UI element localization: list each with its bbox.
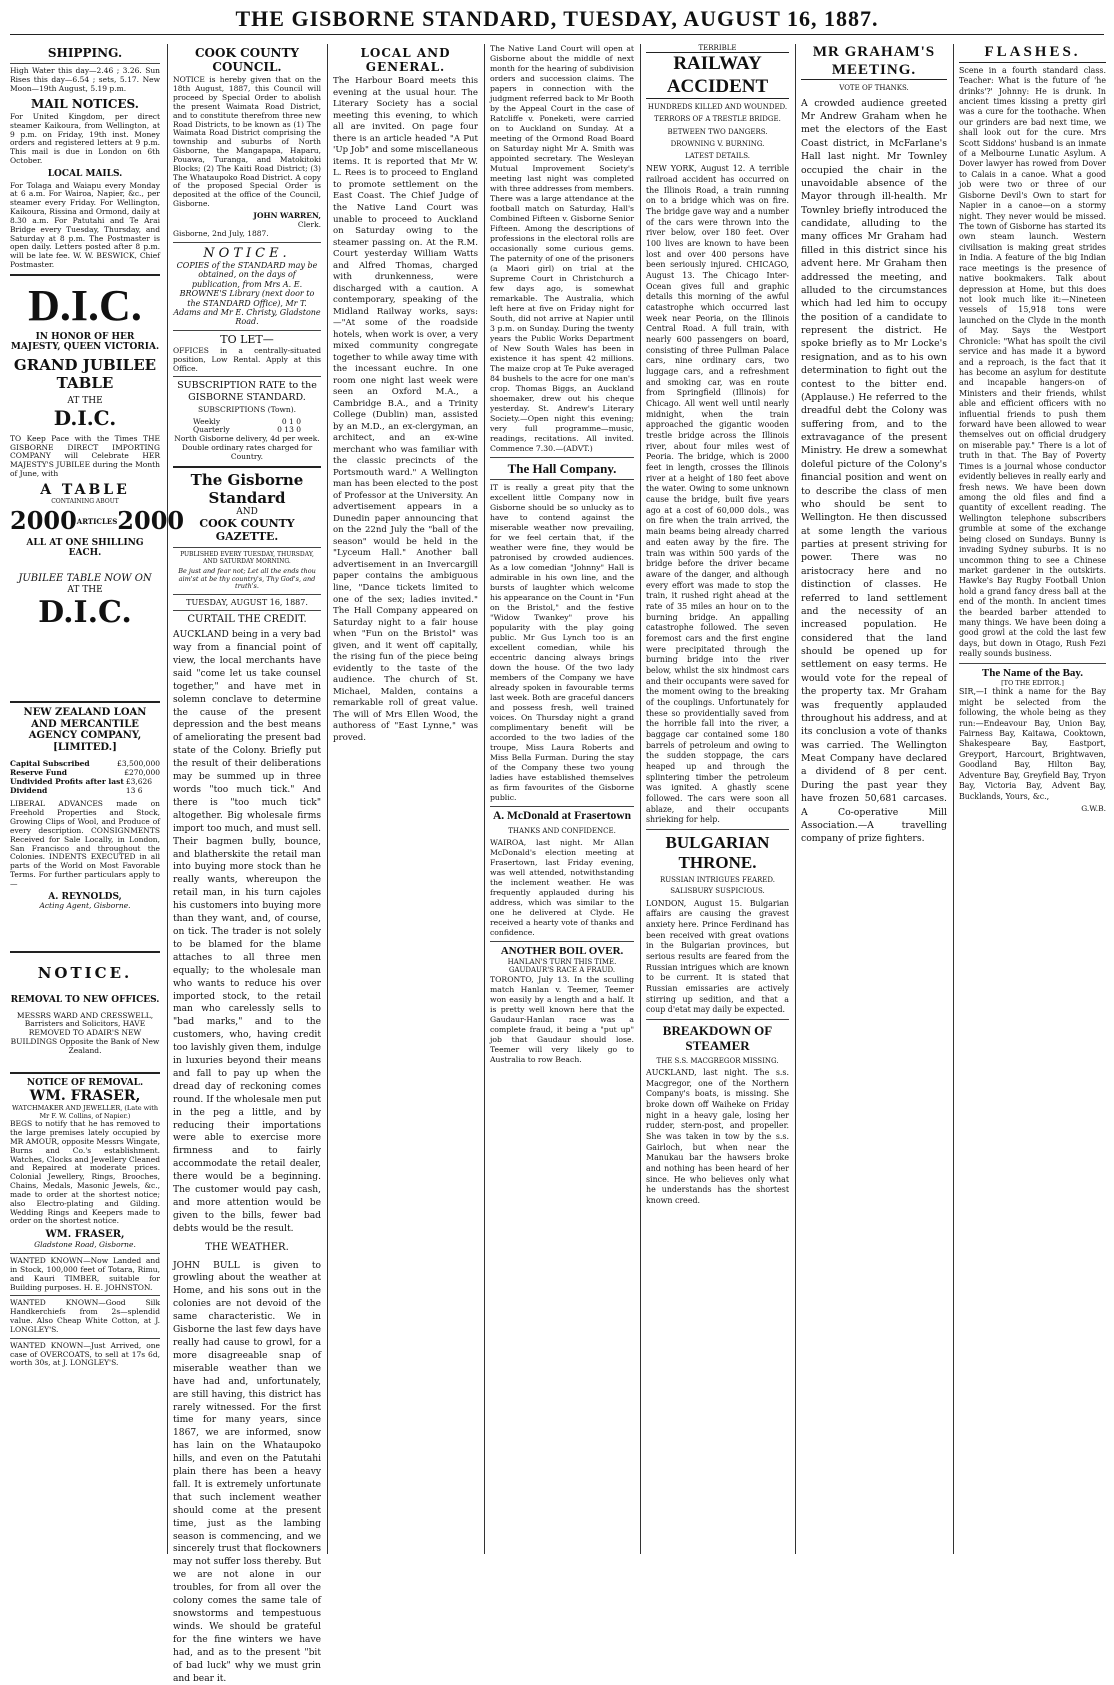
letter-signature: G.W.B. [1081,804,1106,813]
grand-jubilee-title: GRAND JUBILEE TABLE [13,356,157,392]
terrible-label: TERRIBLE [698,44,737,52]
two-dangers: BETWEEN TWO DANGERS. [667,127,768,136]
column-3 [333,44,478,1554]
fraser-text: BEGS to notify that he has removed to the large premises lately occupied by MR AMOUR, opposite Messrs Wingate, Burns and Co.'s establishment. Watches, Clocks and Jewellery Cleaned and Repaired at moderate prices. Colonial Jewellery, Rings, Brooches, Chains, Medals, Masonic Jewels, &c., made to order at the shortest notice; also Electro-plating and Gilding. Wedding Rings and Keepers made to order on the shortest notice. [10,1119,160,1226]
dic-title: D.I.C. [28,280,142,330]
local-general-heading: LOCAL AND GENERAL. [360,46,451,75]
weather-text: JOHN BULL is given to growling about the weather at Home, and his sons out in the colonies are not devoid of the same characteristic. We in Gisborne the last few days have really had cause to growl, for a more disagreeable snap of miserable weather than we have had and, unfortunately, are still having, this district has rarely witnessed. For the first time for many years, since 1867, we are informed, snow has lain on the Whataupoko hills, and even on the Patutahi plain there has been a heavy fall. It is extremely unfortunate that such inclement weather should come at the present time, just as the lambing season is commencing, and we sincerely trust that flockowners may not suffer loss thereby. But we are not alone in our troubles, for from all over the colony comes the same tale of snowstorms and tempestuous winds. We should be grateful for the fine winters we have had, and as to the present "bit of bad luck" why we must grin and bear it. [173,1260,321,1684]
masthead-rule [10,34,1104,35]
salisbury-suspicious: SALISBURY SUSPICIOUS. [670,887,765,896]
ward-cresswell-text: MESSRS WARD AND CRESSWELL, Barristers and Solicitors, HAVE REMOVED TO ADAIR'S NEW BUILDINGS Opposite the Bank of New Zealand. [10,1010,160,1055]
column-rule [167,44,168,1554]
reynolds-name: A. REYNOLDS, [48,891,122,902]
removal-notice-heading: NOTICE OF REMOVAL. [26,1077,144,1088]
flashes-heading: FLASHES. [959,44,1106,63]
notice-heading-2: NOTICE. [203,245,291,261]
graham-meeting-text: A crowded audience greeted Mr Andrew Graham when he met the electors of the East Coast district, in McFarlane's Hall last night. Mr Townley occupied the chair in the unavoidable absence of the Mayor through ill-health. Mr Townley briefly introduced the candidate, alluding to the many offices Mr Graham had filled in this district since his advent here. Mr Graham then addressed the meeting, and alluded to the circumstances which had led him to occupy the position of a candidate to represent the district. He spoke briefly as to Mr Locke's resignation, and as to his own determination to fight out the contest to the bitter end. (Applause.) He referred to the dreadful debt the Colony was suffering from, and to the extravagance of the present Ministry. He drew a somewhat doleful picture of the Colony's financial position and went on to describe the class of men who should be sent to Wellington. He then discussed at some length the various parties at present striving for power. There was no aristocracy here and no distinction of classes. He referred to land settlement and the necessity of an increased population. He considered that the land should be opened up for settlement on easy terms. He would vote for the repeal of the property tax. Mr Graham was frequently applauded throughout his address, and at its conclusion a vote of thanks was carried. The Wellington Meat Company have declared a dividend of 8 per cent. During the past year they have frozen 50,681 carcases. A Co-operative Mill Association.—A travelling company of prize fighters. [801,97,947,845]
column-6 [801,44,947,1554]
breakdown-heading: BREAKDOWN OF STEAMER [662,1022,773,1054]
dic-title-2: D.I.C. [53,406,117,431]
fraser-name: WM. FRASER, [29,1088,141,1105]
articles-word: ARTICLES [76,516,118,526]
warren-date: Gisborne, 2nd July, 1887. [173,228,269,238]
native-court-text: The Native Land Court will open at Gisborne about the middle of next month for the hearing of subdivision orders and succession claims. The papers in connection with the judgment referred back to Mr Booth by the Appeal Court in the case of Ratcliffe v. Poneketi, were carried on to Auckland on Sunday. At a meeting of the Ormond Road Board on Saturday night Mr A. Smith was appointed secretary. The Wesleyan Mutual Improvement Society's meeting last night was completed with three addresses from members. There was a large attendance at the football match on Saturday, Hall's Combined Fifteen v. Gisborne Senior Fifteen. Among the descriptions of professions in the electoral rolls are occasionally some curious gems. The paternity of one of the prisoners (a Maori girl) on trial at the Supreme Court in Christchurch a few days ago, is somewhat remarkable. The Australia, which left here at five on Friday night for South, did not arrive at Napier until 3 p.m. on Sunday. During the twenty years the Public Works Department of New South Wales has been in existence it has spent 42 millions. The maize crop at Te Puke averaged 84 bushels to the acre for one man's crop. Thomas Biggs, an Auckland shoemaker, drew out his cheque yesterday. St. Andrew's Literary Society.—Open night this evening; very full programme—music, readings, recitations. All invited. Commence 7.30.—(ADVT.) [490,44,634,453]
column-2 [173,44,321,1684]
paper-title: The Gisborne Standard [190,470,304,507]
bulgarian-text: LONDON, August 15. Bulgarian affairs are causing the gravest anxiety here. Prince Ferdinand has been received with great ovations in the Bulgarian provinces, but serious results are feared from the Russian intrigues which are known to be current. It is stated that Russian emissaries are actively stirring up sedition, and that a coup d'etat may daily be expected. [646,898,789,1015]
weekly-value: 0 1 0 [281,416,301,426]
subscription-town: SUBSCRIPTIONS (Town). [197,404,297,414]
hall-company-heading: The Hall Company. [507,461,617,476]
curtail-text: AUCKLAND being in a very bad way from a financial point of view, the local merchants have said "come let us take counsel together," and have met in solemn conclave to determine the cause of the present depression and the best means of ameliorating the present bad state of the Colony. Briefly put the result of their deliberations may be summed up in three words "too much tick." And there is "too much tick" altogether. Big wholesale firms import too much, and must sell. Their bagmen bully, bounce, and blatherskite the retail man into buying more stock than he really wants, whereupon the retail man, in his turn cajoles his customers into buying more than they want, and, of course, on tick. The trader is not solely to be blamed for the blame attaches to all three men equally; to the wholesale man who wants to reduce his over imported stock, to the retail man who carelessly sells to "bad marks," and to the customers, who, having credit too lavishly given them, indulge in luxuries beyond their means and fall to pay up when the dread day of reckoning comes round. If the wholesale men put in the peg a little, and by reducing their importations were able to exercise more firmness and to fairly accommodate the retail dealer, there would be a beginning. The customer would pay cash, and more attention would be given to the bills, fewer bad debts would be the result. [173,630,321,1234]
dic-title-3: D.I.C. [38,595,132,631]
fraser-subtitle: WATCHMAKER AND JEWELLER, (Late with Mr F. W. Collins, of Napier.) [11,1103,159,1120]
at-the-label: AT THE [67,396,103,407]
articles-count-left: 2000 [10,506,77,536]
local-mails-heading: LOCAL MAILS. [47,168,123,179]
capital-label: Capital Subscribed [10,758,90,768]
keep-pace-text: TO Keep Pace with the Times THE GISBORNE DIRECT IMPORTING COMPANY will Celebrate HER MAJESTY'S JUBILEE during the Month of June, with [10,433,160,479]
reynolds-title: Acting Agent, Gisborne. [39,901,131,911]
warren-name: JOHN WARREN, [253,210,321,220]
published-line: PUBLISHED EVERY TUESDAY, THURSDAY, AND SATURDAY MORNING. [180,550,314,565]
to-let-text: OFFICES in a centrally-situated position, Low Rental. Apply at this Office. [173,345,321,373]
liberal-advances-text: LIBERAL ADVANCES made on Freehold Properties and Stock, Growing Clips of Wool, and Produce of every description. CONSIGNMENTS Received for Sale Locally, in London, San Francisco and throughout the Colonies. INDENTS EXECUTED in all parts of the World on Most Favorable Terms. For further particulars apply to— [10,799,160,888]
mcdonald-subheading: THANKS AND CONFIDENCE. [508,826,616,835]
fraser-name-2: WM. FRASER, [45,1229,125,1241]
name-of-bay-text: SIR,—I think a name for the Bay might be selected from the following, the whole being as they run:—Endeavour Bay, Union Bay, Fairness Bay, Kaitawa, Cooktown, Shakespeare Bay, Eastport, Greyport, Harcourt, Brightwaven, Goodland Bay, Hilton Bay, Adventure Bay, Greyfield Bay, Tryon Bay, Victoria Bay, Advent Bay, Bucklands, Yours, &c., [959,687,1106,801]
column-rule [484,44,485,1554]
russian-intrigues: RUSSIAN INTRIGUES FEARED. [659,876,775,885]
wanted-overcoats: WANTED KNOWN—Just Arrived, one case of OVERCOATS, to sell at 17s 6d, worth 30s, at J. LONGLEY'S. [10,1340,160,1368]
mcdonald-text: WAIROA, last night. Mr Allan McDonald's election meeting at Frasertown, last Friday evening, was well attended, notwithstanding the inclement weather. He was frequently applauded during his address, which was similar to the one he delivered at Clyde. He received a hearty vote of thanks and confidence. [490,838,634,938]
local-general-text: The Harbour Board meets this evening at the usual hour. The Literary Society has a social meeting this evening, to which all are invited. On page four there is an article headed "A Put 'Up Job" and some miscellaneous items. It is reported that Mr W. L. Rees is to proceed to England to promote settlement on the East Coast. The Chief Judge of the Native Land Court was unable to proceed to Auckland on Saturday owing to the steamer passing on. At the R.M. Court yesterday William Watts and Alfred Thomas, charged with drunkenness, were discharged with a caution. A contemporary, speaking of the Midland Railway works, says:—"At some of the roadside hotels, when work is over, a very mixed community congregate together to while away time with the incessant euchre. In one room one night last week were seen an Oxford M.A., a Cambridge B.A., and a Trinity College (Dublin) man, assisted by an M.D., an ex-clergyman, an architect, and an ex-wine merchant who was familiar with the classic precincts of the Portsmouth ward." A Wellington man has been elected to the post of Professor at the University. An advertisement appears in a Dunedin paper announcing that on the 22nd July the "ball of the season" would be held in the "Lyceum Hall." Another ball advertisement in an Invercargill paper contains the ambiguous line, "Dance tickets limited to one of the sex; ladies invited." The Hall Company appeared on Saturday night to a fair house when "Fun on the Bristol" was given, and it went off capitally, the rising fun of the piece being evidently to the taste of the audience. The church of St. Michael, Malden, contains a remarkable roll of great value. The will of Mrs Ellen Wood, the authoress of "East Lynne," was proved. [333,76,478,743]
notice-heading: NOTICE. [37,964,133,983]
column-rule [640,44,641,1554]
hall-company-text: IT is really a great pity that the excellent little Company now in Gisborne should be so unlucky as to have to contend against the miserable weather now prevailing, for we feel certain that, if the weather were fine, they would be patronised by crowded audiences. As a low comedian "Johnny" Hall is admirable in his own line, and the bursts of laughter which welcome his appearance on the Count in "Fun on the Bristol," and the festive "Widow Twankey" prove his popularity with the play going public. Mr Gus Lynch too is an excellent comedian, while his eccentric dancing always brings down the house. Of the two lady members of the Company we have already spoken in favourable terms last week. Both are graceful dancers and possess fresh, well trained voices. On Thursday night a grand complimentary benefit will be accorded to the two ladies of the troupe, Miss Laura Roberts and Miss Bella Furman. During the stay of the Company these two young ladies have established themselves as firm favourites of the Gisborne public. [490,483,634,803]
column-4 [490,44,634,1554]
bulgarian-heading: BULGARIAN THRONE. [665,832,770,873]
cook-council-text: NOTICE is hereby given that on the 18th August, 1887, this Council will proceed by Special Order to abolish the present Waimata Road District, and to constitute therefrom three new Road Districts, to be known as (1) The Waimata Road District comprising the township and suburbs of North Gisborne, the Mangapapa, Haparu, Pouawa, Turanga, and Matokitoki Blocks; (2) The Kaiti Road District; (3) The Whataupoko Road District. A copy of the proposed Special Order is deposited at the office of the Council, Gisborne. [173,75,321,209]
macgregor-missing: THE S.S. MACGREGOR MISSING. [656,1056,779,1065]
name-of-bay-heading: The Name of the Bay. [981,666,1084,679]
all-at-one-shilling: ALL AT ONE SHILLING EACH. [26,537,144,559]
to-let-heading: TO LET— [220,332,274,346]
curtail-heading: CURTAIL THE CREDIT. [187,614,307,626]
subscription-note: North Gisborne delivery, 4d per week. Double ordinary rates charged for Country. [174,434,320,462]
column-1 [10,44,185,1554]
honor-line: IN HONOR OF HER MAJESTY, QUEEN VICTORIA. [10,331,160,353]
warren-title: Clerk. [297,219,321,229]
reserve-label: Reserve Fund [10,767,68,777]
boil-over-heading: ANOTHER BOIL OVER. [500,945,624,958]
subscription-heading: SUBSCRIPTION RATE to the GISBORNE STANDARD. [177,380,317,403]
railway-text: NEW YORK, August 12. A terrible railroad accident has occurred on the Illinois Road, a train running on to a bridge which was on fire. The bridge gave way and a number of the cars were thrown into the river below, over 180 feet. Over 100 lives are known to have been lost and over 400 persons have been seriously injured. CHICAGO, August 13. The Chicago Inter-Ocean gives full and graphic details this morning of the awful catastrophe which occurred last week near Peoria, on the Illinois Central Road. A full train, with nearly 600 passengers on board, consisting of three Pullman Palace cars, nine ordinary cars, two luggage cars, and a refreshment and smoking car, was en route from Springfield (Illinois) for Chicago. All went well until nearly midnight, when the train approached the gigantic wooden trestle bridge across the Illinois river, about four miles west of Peoria. The bridge, which is 2000 feet in length, crosses the Illinois river at a height of 180 feet above the water. Owing to some unknown cause the bridge, built five years ago at a cost of 60,000 dols., was on fire when the train arrived, the main beams being already charred and eaten away by the fire. The train was within 500 yards of the bridge before the driver became aware of the danger, and although every effort was made to stop the train, it rushed right ahead at the rate of 35 miles an hour on to the burning bridge. An appalling catastrophe followed. The seven foremost cars and the first engine were precipitated through the burning bridge into the river below, whilst the six hindmost cars and their occupants were saved for the moment owing to the breaking of the couplings. Unfortunately for these so providentially saved from the horrible fall into the river, a baggage car contained some 180 barrels of petroleum and owing to the sudden stoppage, the cars heaped up and through the splintering timber the petroleum was ignited. A ghastly scene followed. The cars were soon all ablaze, and their occupants shrieking for help. [646,164,789,825]
weather-heading: THE WEATHER. [205,1241,289,1253]
quarterly-value: 0 13 0 [277,425,301,435]
paper-subtitle: COOK COUNTY GAZETTE. [199,516,295,543]
trestle-bridge: TERRORS OF A TRESTLE BRIDGE. [654,115,781,124]
local-mails-text: For Tolaga and Waiapu every Monday at 6 a.m. For Wairoa, Napier, &c., per steamer every Friday. For Wellington, Kaikoura, Rissina and Ormond, daily at 8.30 a.m. For Patutahi and Te Arai Bridge every Tuesday, Thursday, and Saturday at 8 p.m. The Postmaster is open daily. Letters posted after 8 p.m. will be late fee. W. W. BESWICK, Chief Postmaster. [10,180,160,270]
a-table-title: A TABLE [40,481,130,498]
boil-over-text: TORONTO, July 13. In the sculling match Hanlan v. Teemer, Teemer won easily by a length and a half. It is pretty well known here that the Gaudaur-Hanlan race was a complete fraud, it being a "put up" job that Gaudaur should lose. Teemer will very likely go to Australia to row Beach. [490,974,634,1064]
shipping-heading: SHIPPING. [47,46,123,60]
boil-over-sub: HANLAN'S TURN THIS TIME. [507,958,617,967]
jubilee-now-on: JUBILEE TABLE NOW ON [18,573,152,584]
cook-council-heading: COOK COUNTY COUNCIL. [195,46,299,75]
containing-label: CONTAINING ABOUT [51,498,119,506]
capital-value: £3,500,000 [117,758,160,768]
copies-notice-text: COPIES of the STANDARD may be obtained, on the days of publication, from Mrs A. E. BROWNE'S Library (next door to the STANDARD Office), Mr T. Adams and Mr E. Christy, Gladstone Road. [173,260,321,327]
paper-and: AND [236,507,258,518]
wanted-timber: WANTED KNOWN—Now Landed and in Stock, 100,000 feet of Totara, Rimu, and Kauri TIMBER, suitable for Building purposes. H. E. JOHNSTON. [10,1255,160,1292]
column-7 [959,44,1106,1554]
flashes-text: Scene in a fourth standard class. Teacher: What is the future of 'he drinks'?' Johnny: He is drunk. In ancient times kissing a pretty girl was a cure for the toothache. When our grinders are bad next time, we shall look out for the cure. Mrs Scott Siddons' husband is an inmate of a Melbourne Lunatic Asylum. A Dover lawyer has rowed from Dover to Calais in a canoe. What a good job were two or three of our Gisborne Devil's Own to start for Napier in a canoe—on a stormy night. They never would be missed. The town of Gisborne has started its own steam launch. Western civilisation is making great strides in India. A feature of the big Indian race meetings is the presence of native bookmakers. Talk about depression at Home, but this does not look much like it:—Nineteen vessels of 15,918 tons were launched on the Clyde in the month of May. Says the Westport Chronicle: "What has spoilt the civil service and has made it a byword and a reproach, is the fact that it has become an asylum for destitute and incapable hangers-on of Ministers and their friends, whilst able and efficient officers with no influential friends to push them forward have been allowed to wear themselves out on official drudgery on miserable pay." There is a lot of truth in that. The Bay of Poverty Times is a journal whose conductor evidently believes in really early and fresh news. We have been down among the old files and find a quantity of excellent reading. The Wellington telephone subscribers grumble at some of the exchange being closed on Sundays. Bunny is invading Sydney suburbs. It is no uncommon thing to see a Chinese market gardener in the outskirts. Hawke's Bay Rugby Football Union hold a grand fancy dress ball at the end of the month. In ancient times the bearded barber attended to many things. We have been doing a good growl at the cold the last few days, but down in Otago, Rush Fezi really sounds business. [959,65,1106,659]
wanted-handkerchiefs: WANTED KNOWN—Good Silk Handkerchiefs from 2s—splendid value. Also Cheap White Cotton, at J. LONGLEY'S. [10,1298,160,1334]
undivided-value: £3,626 13 6 [125,776,153,795]
boil-over-sub-2: GAUDAUR'S RACE A FRAUD. [508,966,616,975]
graham-meeting-heading: MR GRAHAM'S MEETING. [801,44,947,80]
motto: Be just and fear not; Let all the ends thou aim'st at be thy country's, Thy God's, and truth's. [178,566,316,591]
column-rule [795,44,796,1554]
undivided-label: Undivided Profits after last Dividend [10,776,124,795]
quarterly-label: Quarterly [193,425,230,435]
column-rule [327,44,328,1554]
drowning-burning: DROWNING V. BURNING. [670,139,765,148]
mail-notices-heading: MAIL NOTICES. [31,96,139,111]
railway-accident-heading: RAILWAY ACCIDENT [646,52,789,99]
column-rule [953,44,954,1554]
masthead [0,0,1114,40]
mcdonald-heading: A. McDonald at Frasertown [493,810,631,823]
articles-count-right: 2000 [117,506,185,536]
nz-loan-title: NEW ZEALAND LOAN AND MERCANTILE AGENCY COMPANY, [LIMITED.] [23,706,147,754]
column-5 [646,44,789,1554]
tides-text: High Water this day—2.46 ; 3.26. Sun Rises this day—6.54 ; sets, 5.17. New Moon—19th August, 5.19 p.m. [10,66,160,93]
to-editor: [TO THE EDITOR.] [1001,678,1064,687]
hundreds-killed: HUNDREDS KILLED AND WOUNDED. [647,103,788,112]
weekly-label: Weekly [193,416,221,426]
reserve-value: £270,000 [124,767,160,777]
vote-of-thanks: VOTE OF THANKS. [839,84,909,93]
at-the-label-2: AT THE [67,584,103,595]
breakdown-text: AUCKLAND, last night. The s.s. Macgregor, one of the Northern Company's boats, is missing. She broke down off Waiheke on Friday night in a heavy gale, losing her rudder, stern-post, and propeller. She was taken in tow by the s.s. Gairloch, but when near the Manukau bar the hawsers broke and nothing has been heard of her since. He who believes only what he understands has the shortest known creed. [646,1067,789,1205]
fraser-address: Gladstone Road, Gisborne. [34,1240,136,1250]
removal-heading: REMOVAL TO NEW OFFICES. [10,994,160,1005]
mail-notices-text: For United Kingdom, per direct steamer Kaikoura, from Wellington, at 9 p.m. on Friday, 19th inst. Money orders and registered letters at 9 p.m. This mail is due in London on 6th October. [10,111,160,166]
paper-date: TUESDAY, AUGUST 16, 1887. [186,597,308,607]
masthead-title: THE GISBORNE STANDARD, TUESDAY, AUGUST 16, 1887. [235,6,879,31]
latest-details: LATEST DETAILS. [684,152,751,161]
